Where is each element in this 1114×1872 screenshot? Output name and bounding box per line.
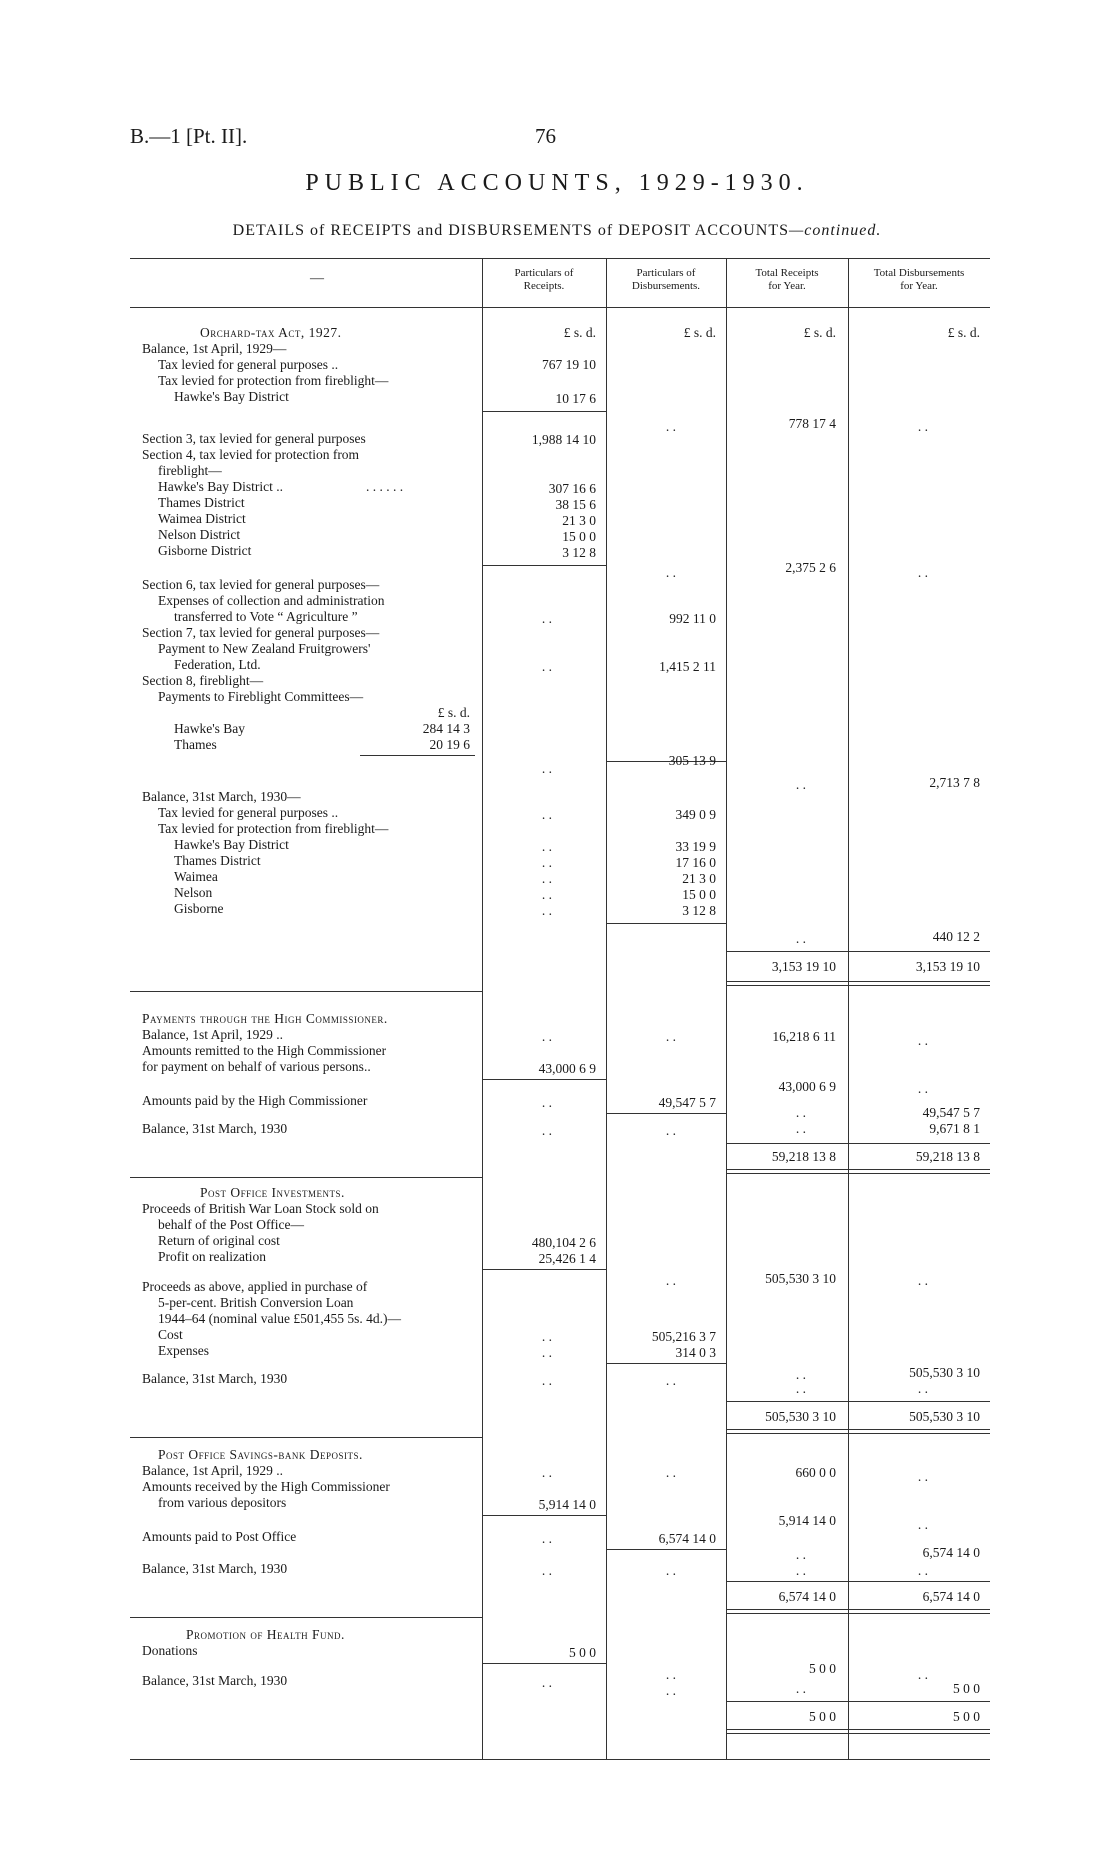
row-label: Hawke's Bay District .. xyxy=(158,479,284,494)
row-label: Balance, 31st March, 1930 xyxy=(142,1121,288,1136)
total-rule xyxy=(726,1143,990,1144)
header-disbursements xyxy=(606,267,726,293)
section-title: Orchard-tax Act, 1927. xyxy=(200,325,342,340)
section-title: Post Office Investments. xyxy=(200,1185,345,1200)
row-label: Section 7, tax levied for general purposes— xyxy=(142,625,380,640)
dots: . . xyxy=(795,931,806,946)
dots: . . xyxy=(917,1517,928,1532)
row-label: from various depositors xyxy=(158,1495,287,1510)
total-receipt-value: 43,000 6 9 xyxy=(778,1079,836,1094)
disbursement-value: 49,547 5 7 xyxy=(658,1095,716,1110)
double-rule xyxy=(726,1609,990,1614)
row-label: Thames District xyxy=(158,495,245,510)
dots: . . xyxy=(541,1531,552,1546)
dots: . . xyxy=(917,1273,928,1288)
header-desc: — xyxy=(310,271,324,286)
row-label: Gisborne xyxy=(174,901,224,916)
disbursement-value: 992 11 0 xyxy=(669,611,716,626)
dots: . . xyxy=(541,839,552,854)
accounts-table xyxy=(130,258,990,1760)
total-receipt-value: 660 0 0 xyxy=(795,1465,836,1480)
total-receipt-value: 2,375 2 6 xyxy=(785,560,836,575)
dots: . . xyxy=(917,419,928,434)
dots: . . xyxy=(665,1373,676,1388)
dots: . . xyxy=(541,1329,552,1344)
section-rule xyxy=(130,1177,482,1178)
currency-label: £ s. d. xyxy=(683,325,716,340)
dots: . . xyxy=(795,1681,806,1696)
row-label: Waimea District xyxy=(158,511,246,526)
row-label: behalf of the Post Office— xyxy=(158,1217,304,1232)
row-label: Balance, 31st March, 1930 xyxy=(142,1371,288,1386)
row-label: Tax levied for protection from fireblight— xyxy=(158,373,389,388)
disbursement-value: 33 19 9 xyxy=(675,839,716,854)
dots: . . xyxy=(795,1105,806,1120)
disbursement-value: 1,415 2 11 xyxy=(659,659,716,674)
col-rule xyxy=(726,259,727,1759)
committee-value: 20 19 6 xyxy=(429,737,470,752)
dots: . . xyxy=(917,1033,928,1048)
grand-total-disbursements: 59,218 13 8 xyxy=(915,1149,980,1164)
dots: . . xyxy=(541,871,552,886)
currency-label: £ s. d. xyxy=(563,325,596,340)
dots: . . xyxy=(795,1563,806,1578)
disbursement-value: 349 0 9 xyxy=(675,807,716,822)
receipt-value: 307 16 6 xyxy=(548,481,596,496)
receipt-value: 15 0 0 xyxy=(562,529,596,544)
dots: . . xyxy=(665,565,676,580)
dots: . . xyxy=(541,1123,552,1138)
row-label: Section 3, tax levied for general purposes xyxy=(142,431,366,446)
header-rule xyxy=(130,307,990,308)
page-reference: B.—1 [Pt. II]. xyxy=(130,124,248,148)
dots: . . xyxy=(795,1121,806,1136)
double-rule xyxy=(726,1169,990,1174)
dots: . . xyxy=(917,1563,928,1578)
grand-total-disbursements: 3,153 19 10 xyxy=(915,959,980,974)
disbursement-value: 17 16 0 xyxy=(675,855,716,870)
row-label: Proceeds of British War Loan Stock sold on xyxy=(142,1201,379,1216)
subtitle-continued: —continued. xyxy=(789,222,882,239)
subtotal-rule xyxy=(482,1079,606,1080)
row-label: Hawke's Bay District xyxy=(174,837,289,852)
disbursement-value: 21 3 0 xyxy=(682,871,716,886)
double-rule xyxy=(726,1429,990,1434)
dots: . . xyxy=(917,565,928,580)
row-label: Section 6, tax levied for general purposes— xyxy=(142,577,380,592)
receipt-value: 25,426 1 4 xyxy=(538,1251,596,1266)
currency-label: £ s. d. xyxy=(437,705,470,720)
dots: . . xyxy=(541,1465,552,1480)
row-label: Tax levied for general purposes .. xyxy=(158,357,339,372)
total-receipt-value: 505,530 3 10 xyxy=(765,1271,836,1286)
dots: . . xyxy=(541,903,552,918)
row-label: Thames xyxy=(174,737,217,752)
dots: . . xyxy=(541,1373,552,1388)
disbursement-value: 6,574 14 0 xyxy=(658,1531,716,1546)
subtotal-rule xyxy=(482,1269,606,1270)
dots: . . xyxy=(541,1675,552,1690)
header-line: Receipts. xyxy=(523,280,565,292)
row-label: Expenses of collection and administration xyxy=(158,593,385,608)
col-rule xyxy=(848,259,849,1759)
row-label: Balance, 31st March, 1930 xyxy=(142,1673,288,1688)
header-line: Total Receipts xyxy=(755,267,819,279)
dots: . . xyxy=(917,1381,928,1396)
row-label: Amounts paid to Post Office xyxy=(142,1529,297,1544)
header-line: for Year. xyxy=(768,280,806,292)
total-disbursement-value: 6,574 14 0 xyxy=(922,1545,980,1560)
receipt-value: 480,104 2 6 xyxy=(531,1235,596,1250)
subtotal-rule xyxy=(606,923,726,924)
dots: . . xyxy=(795,1367,806,1382)
grand-total-receipts: 59,218 13 8 xyxy=(771,1149,836,1164)
currency-label: £ s. d. xyxy=(947,325,980,340)
row-label: Balance, 31st March, 1930— xyxy=(142,789,301,804)
header-line: Total Disbursements xyxy=(873,267,965,279)
dots: . . xyxy=(795,1547,806,1562)
dots: . . xyxy=(541,1345,552,1360)
row-label: Tax levied for general purposes .. xyxy=(158,805,339,820)
total-rule xyxy=(726,951,990,952)
header-total-receipts xyxy=(726,267,848,293)
section-rule xyxy=(130,1437,482,1438)
subtotal-rule xyxy=(606,1363,726,1364)
dots: . . xyxy=(917,1667,928,1682)
row-label: Balance, 1st April, 1929 .. xyxy=(142,1027,283,1042)
dots: . . xyxy=(665,1465,676,1480)
row-label: Profit on realization xyxy=(158,1249,266,1264)
dots: . . xyxy=(665,1123,676,1138)
header-total-disbursements xyxy=(848,267,990,293)
dots: . . xyxy=(795,1381,806,1396)
row-label: Cost xyxy=(158,1327,183,1342)
row-label: Gisborne District xyxy=(158,543,252,558)
dots: . . xyxy=(541,1095,552,1110)
grand-total-receipts: 5 0 0 xyxy=(809,1709,836,1724)
receipt-value: 10 17 6 xyxy=(555,391,596,406)
row-label: Tax levied for protection from fireblight— xyxy=(158,821,389,836)
disbursement-value: 305 13 9 xyxy=(668,753,716,768)
disbursement-value: 15 0 0 xyxy=(682,887,716,902)
grand-total-receipts: 3,153 19 10 xyxy=(771,959,836,974)
total-disbursement-value: 2,713 7 8 xyxy=(929,775,980,790)
total-disbursement-value: 5 0 0 xyxy=(953,1681,980,1696)
dots: . . xyxy=(665,1563,676,1578)
header-line: for Year. xyxy=(900,280,938,292)
row-label: Amounts received by the High Commissioner xyxy=(142,1479,390,1494)
row-label: transferred to Vote “ Agriculture ” xyxy=(174,609,358,624)
dots: . . xyxy=(917,1081,928,1096)
leader-dots: . . . . . . xyxy=(366,479,404,494)
subtotal-rule xyxy=(482,1663,606,1664)
receipt-value: 767 19 10 xyxy=(542,357,596,372)
row-label: 5-per-cent. British Conversion Loan xyxy=(158,1295,354,1310)
currency-label: £ s. d. xyxy=(803,325,836,340)
row-label: Hawke's Bay District xyxy=(174,389,289,404)
total-rule xyxy=(726,1581,990,1582)
grand-total-disbursements: 5 0 0 xyxy=(953,1709,980,1724)
row-label: Balance, 31st March, 1930 xyxy=(142,1561,288,1576)
grand-total-disbursements: 6,574 14 0 xyxy=(922,1589,980,1604)
grand-total-receipts: 6,574 14 0 xyxy=(778,1589,836,1604)
committee-value: 284 14 3 xyxy=(422,721,470,736)
dots: . . xyxy=(665,419,676,434)
total-receipt-value: 778 17 4 xyxy=(788,416,836,431)
subtotal-rule xyxy=(606,1549,726,1550)
subtotal-rule xyxy=(482,411,606,412)
receipt-value: 21 3 0 xyxy=(562,513,596,528)
grand-total-disbursements: 505,530 3 10 xyxy=(909,1409,980,1424)
dots: . . xyxy=(795,777,806,792)
dots: . . xyxy=(541,761,552,776)
total-disbursement-value: 49,547 5 7 xyxy=(922,1105,980,1120)
subtotal-rule xyxy=(360,755,475,756)
subtitle-main: DETAILS of RECEIPTS and DISBURSEMENTS of DEPOSIT ACCOUNTS xyxy=(232,222,789,239)
row-label: Payments to Fireblight Committees— xyxy=(158,689,364,704)
dots: . . xyxy=(541,1563,552,1578)
row-label: Section 4, tax levied for protection from xyxy=(142,447,360,462)
total-rule xyxy=(726,1701,990,1702)
section-rule xyxy=(130,991,482,992)
receipt-value: 38 15 6 xyxy=(555,497,596,512)
total-receipt-value: 5 0 0 xyxy=(809,1661,836,1676)
dots: . . xyxy=(541,1029,552,1044)
subtotal-rule xyxy=(482,1515,606,1516)
row-label: Section 8, fireblight— xyxy=(142,673,264,688)
total-receipt-value: 16,218 6 11 xyxy=(772,1029,836,1044)
dots: . . xyxy=(665,1667,676,1682)
dots: . . xyxy=(917,1469,928,1484)
row-label: Payment to New Zealand Fruitgrowers' xyxy=(158,641,371,656)
dots: . . xyxy=(665,1683,676,1698)
section-title: Payments through the High Commissioner. xyxy=(142,1011,388,1026)
double-rule xyxy=(726,981,990,986)
row-label: Expenses xyxy=(158,1343,209,1358)
row-label: Thames District xyxy=(174,853,261,868)
disbursement-value: 505,216 3 7 xyxy=(651,1329,716,1344)
row-label: 1944–64 (nominal value £501,455 5s. 4d.)— xyxy=(158,1311,401,1326)
header-line: Particulars of xyxy=(636,267,696,279)
row-label: Hawke's Bay xyxy=(174,721,246,736)
disbursement-value: 3 12 8 xyxy=(682,903,716,918)
receipt-value: 1,988 14 10 xyxy=(531,432,596,447)
row-label: for payment on behalf of various persons.. xyxy=(142,1059,371,1074)
header-receipts xyxy=(482,267,606,293)
row-label: Balance, 1st April, 1929— xyxy=(142,341,287,356)
row-label: Return of original cost xyxy=(158,1233,280,1248)
receipt-value: 3 12 8 xyxy=(562,545,596,560)
page-subtitle xyxy=(0,222,1114,240)
dots: . . xyxy=(665,1029,676,1044)
page-title: PUBLIC ACCOUNTS, 1929-1930. xyxy=(305,170,809,196)
dots: . . xyxy=(541,855,552,870)
total-disbursement-value: 440 12 2 xyxy=(932,929,980,944)
row-label: Amounts paid by the High Commissioner xyxy=(142,1093,368,1108)
header-line: Disbursements. xyxy=(631,280,701,292)
double-rule xyxy=(726,1729,990,1734)
total-disbursement-value: 505,530 3 10 xyxy=(909,1365,980,1380)
dots: . . xyxy=(665,1273,676,1288)
total-rule xyxy=(726,1401,990,1402)
receipt-value: 5,914 14 0 xyxy=(538,1497,596,1512)
row-label: Amounts remitted to the High Commissioner xyxy=(142,1043,387,1058)
dots: . . xyxy=(541,887,552,902)
header-line: Particulars of xyxy=(514,267,574,279)
row-label: Balance, 1st April, 1929 .. xyxy=(142,1463,283,1478)
section-title: Promotion of Health Fund. xyxy=(186,1627,345,1642)
page-number: 76 xyxy=(535,124,556,148)
section-title: Post Office Savings-bank Deposits. xyxy=(158,1447,363,1462)
receipt-value: 43,000 6 9 xyxy=(538,1061,596,1076)
subtotal-rule xyxy=(482,565,606,566)
disbursement-value: 314 0 3 xyxy=(675,1345,716,1360)
row-label: fireblight— xyxy=(158,463,222,478)
grand-total-receipts: 505,530 3 10 xyxy=(765,1409,836,1424)
section-rule xyxy=(130,1617,482,1618)
row-label: Nelson District xyxy=(158,527,241,542)
total-receipt-value: 5,914 14 0 xyxy=(778,1513,836,1528)
subtotal-rule xyxy=(606,1113,726,1114)
dots: . . xyxy=(541,659,552,674)
row-label: Federation, Ltd. xyxy=(174,657,261,672)
dots: . . xyxy=(541,807,552,822)
row-label: Donations xyxy=(142,1643,198,1658)
total-disbursement-value: 9,671 8 1 xyxy=(929,1121,980,1136)
row-label: Nelson xyxy=(174,885,213,900)
row-label: Proceeds as above, applied in purchase of xyxy=(142,1279,368,1294)
row-label: Waimea xyxy=(174,869,218,884)
dots: . . xyxy=(541,611,552,626)
receipt-value: 5 0 0 xyxy=(569,1645,596,1660)
